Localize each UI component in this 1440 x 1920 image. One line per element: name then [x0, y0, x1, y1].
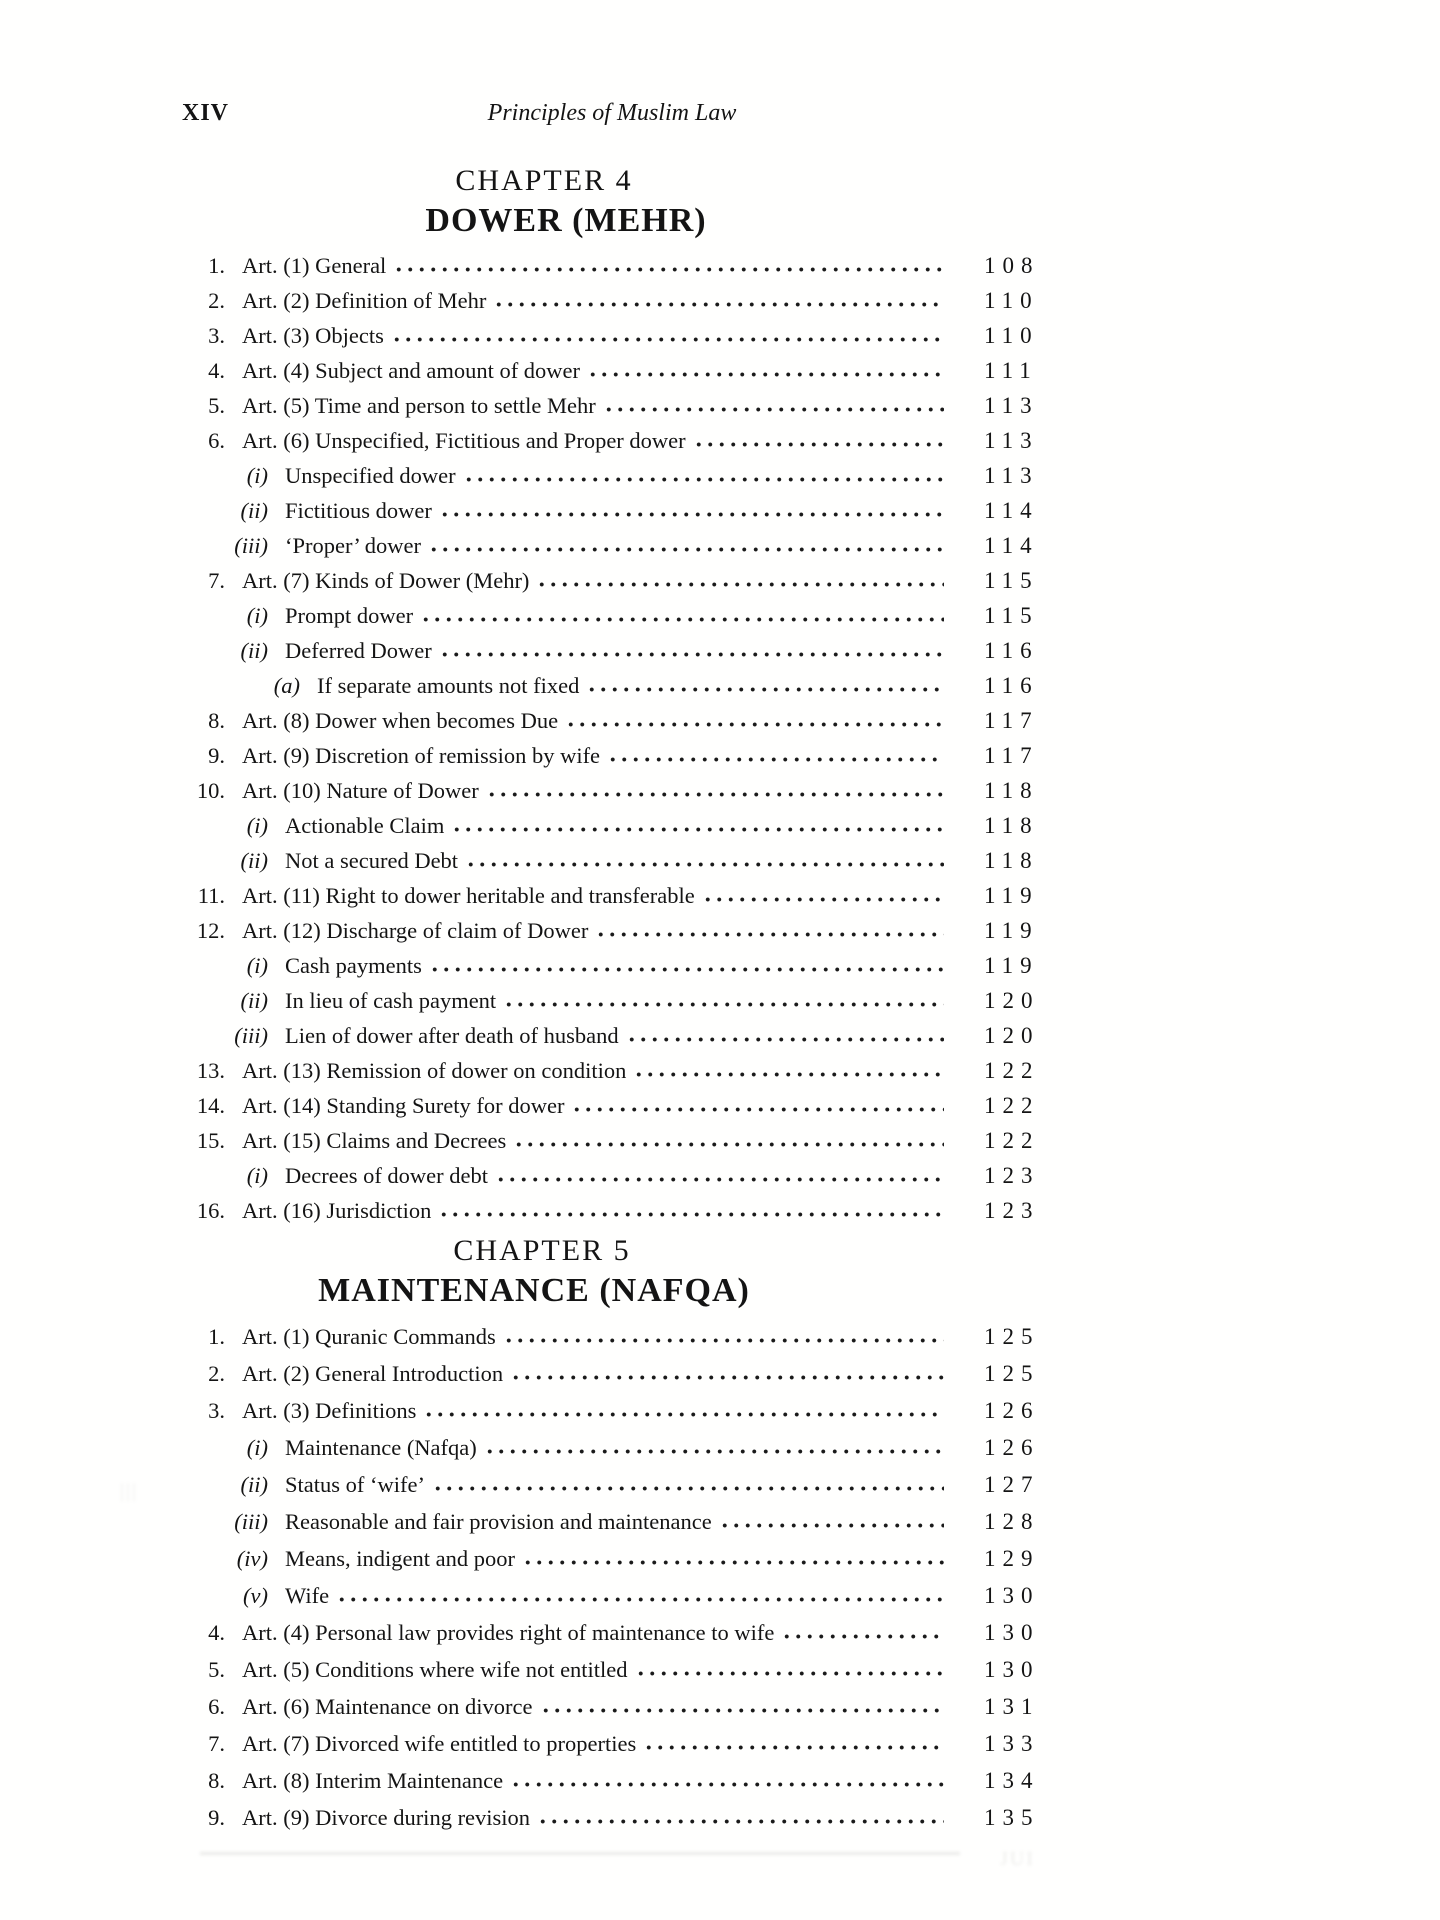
toc-entry-number: 12. — [196, 918, 225, 943]
toc-entry-page: 108 — [984, 253, 1040, 278]
toc-row — [178, 1392, 1046, 1429]
toc-entry-number: 2. — [208, 288, 225, 313]
toc-entry-label: Wife — [285, 1583, 330, 1608]
toc-row — [178, 528, 1046, 563]
toc-entry-label: Art. (3) Definitions — [242, 1398, 417, 1423]
toc-entry-label: Art. (13) Remission of dower on condition — [242, 1058, 627, 1083]
toc-entry-page: 118 — [984, 848, 1039, 873]
dot-leader — [393, 248, 944, 283]
dot-leader — [603, 388, 944, 423]
toc-row — [178, 1688, 1046, 1725]
toc-entry-number: (iii) — [234, 1023, 268, 1048]
toc-entry-label: Art. (6) Maintenance on divorce — [242, 1694, 533, 1719]
toc-entry-label: If separate amounts not fixed — [317, 673, 580, 698]
toc-row — [178, 668, 1046, 703]
toc-entry-page: 110 — [984, 323, 1039, 348]
dot-leader — [495, 1158, 944, 1193]
toc-entry-page: 131 — [984, 1694, 1040, 1719]
dot-leader — [586, 668, 944, 703]
toc-entry-number: 7. — [208, 1731, 225, 1756]
toc-entry-page: 115 — [984, 603, 1039, 628]
toc-row — [178, 458, 1046, 493]
toc-entry-page: 114 — [984, 498, 1039, 523]
toc-row — [178, 1762, 1046, 1799]
toc-row — [178, 1355, 1046, 1392]
toc-entry-label: Art. (4) Personal law provides right of maintenance to wife — [242, 1620, 775, 1645]
toc-row — [178, 1318, 1046, 1355]
toc-entry-label: Art. (2) General Introduction — [242, 1361, 504, 1386]
dot-leader — [537, 1799, 944, 1836]
toc-entry-number: (i) — [246, 603, 268, 628]
toc-entry-label: Art. (14) Standing Surety for dower — [242, 1093, 565, 1118]
toc-row — [178, 738, 1046, 773]
toc-entry-page: 119 — [984, 918, 1039, 943]
toc-entry-label: Deferred Dower — [285, 638, 432, 663]
dot-leader — [781, 1614, 944, 1651]
dot-leader — [336, 1577, 944, 1614]
chapter-heading: CHAPTER 5 — [453, 1234, 631, 1267]
toc-entry-label: Art. (9) Discretion of remission by wife — [242, 743, 601, 768]
dot-leader — [439, 493, 944, 528]
toc-row — [178, 808, 1046, 843]
toc-entry-label: Art. (10) Nature of Dower — [242, 778, 479, 803]
toc-entry-page: 125 — [984, 1324, 1040, 1349]
toc-row — [178, 1193, 1046, 1228]
toc-entry-number: 5. — [208, 1657, 225, 1682]
toc-entry-label: Art. (9) Divorce during revision — [242, 1805, 531, 1830]
toc-row — [178, 948, 1046, 983]
chapter-section-4 — [178, 162, 1046, 1228]
toc-entry-label: Art. (7) Divorced wife entitled to properties — [242, 1731, 637, 1756]
toc-row — [178, 1053, 1046, 1088]
toc-row — [178, 388, 1046, 423]
toc-entry-label: Prompt dower — [285, 603, 414, 628]
toc-entry-page: 116 — [984, 638, 1039, 663]
dot-leader — [429, 948, 944, 983]
toc-entry-number: 1. — [208, 253, 225, 278]
toc-entry-number: 6. — [208, 1694, 225, 1719]
toc-row — [178, 1429, 1046, 1466]
toc-entry-label: Cash payments — [285, 953, 422, 978]
table-of-contents — [178, 1318, 1046, 1836]
toc-entry-number: 2. — [208, 1361, 225, 1386]
toc-entry-label: Art. (12) Discharge of claim of Dower — [242, 918, 589, 943]
toc-entry-page: 126 — [984, 1398, 1040, 1423]
toc-row — [178, 563, 1046, 598]
toc-entry-number: (ii) — [240, 988, 268, 1013]
toc-entry-label: Art. (11) Right to dower heritable and transferable — [242, 883, 695, 908]
toc-entry-label: Status of ‘wife’ — [285, 1472, 425, 1497]
toc-entry-number: (i) — [246, 813, 268, 838]
toc-entry-number: 5. — [208, 393, 225, 418]
dot-leader — [633, 1053, 944, 1088]
scan-artifact — [200, 1852, 960, 1855]
chapter-title: MAINTENANCE (NAFQA) — [318, 1272, 750, 1309]
chapter-section-5 — [178, 1232, 1046, 1836]
toc-entry-label: Art. (4) Subject and amount of dower — [242, 358, 581, 383]
toc-entry-label: In lieu of cash payment — [285, 988, 497, 1013]
toc-row — [178, 283, 1046, 318]
dot-leader — [493, 283, 944, 318]
dot-leader — [439, 633, 944, 668]
toc-entry-page: 122 — [984, 1128, 1040, 1153]
dot-leader — [635, 1651, 944, 1688]
toc-entry-page: 126 — [984, 1435, 1040, 1460]
toc-row — [178, 1725, 1046, 1762]
dot-leader — [693, 423, 944, 458]
toc-entry-page: 129 — [984, 1546, 1040, 1571]
toc-row — [178, 493, 1046, 528]
toc-entry-page: 117 — [984, 708, 1039, 733]
toc-entry-number: 6. — [208, 428, 225, 453]
toc-entry-label: Unspecified dower — [285, 463, 456, 488]
dot-leader — [626, 1018, 944, 1053]
toc-entry-label: Art. (5) Time and person to settle Mehr — [242, 393, 596, 418]
toc-entry-page: 110 — [984, 288, 1039, 313]
dot-leader — [432, 1466, 944, 1503]
toc-entry-label: Actionable Claim — [285, 813, 445, 838]
toc-entry-label: Art. (2) Definition of Mehr — [242, 288, 487, 313]
dot-leader — [522, 1540, 944, 1577]
toc-entry-number: 3. — [208, 323, 225, 348]
toc-entry-page: 113 — [984, 463, 1039, 488]
scan-artifact: ||| — [120, 1480, 139, 1502]
dot-leader — [702, 878, 944, 913]
dot-leader — [510, 1355, 944, 1392]
dot-leader — [484, 1429, 944, 1466]
toc-entry-label: Art. (8) Dower when becomes Due — [242, 708, 559, 733]
toc-entry-label: Fictitious dower — [285, 498, 432, 523]
toc-row — [178, 773, 1046, 808]
dot-leader — [571, 1088, 944, 1123]
toc-entry-number: (ii) — [240, 848, 268, 873]
toc-entry-page: 123 — [984, 1163, 1040, 1188]
toc-entry-page: 134 — [984, 1768, 1040, 1793]
toc-row — [178, 1088, 1046, 1123]
dot-leader — [428, 528, 944, 563]
toc-entry-number: 14. — [196, 1093, 225, 1118]
toc-entry-number: (iii) — [234, 533, 268, 558]
toc-row — [178, 1799, 1046, 1836]
toc-entry-page: 130 — [984, 1583, 1040, 1608]
toc-entry-page: 115 — [984, 568, 1039, 593]
toc-entry-page: 130 — [984, 1620, 1040, 1645]
toc-entry-page: 119 — [984, 953, 1039, 978]
toc-entry-number: (i) — [246, 463, 268, 488]
toc-entry-label: Art. (3) Objects — [242, 323, 384, 348]
toc-row — [178, 1503, 1046, 1540]
toc-entry-number: 8. — [208, 708, 225, 733]
toc-row — [178, 248, 1046, 283]
dot-leader — [391, 318, 944, 353]
toc-entry-page: 125 — [984, 1361, 1040, 1386]
dot-leader — [565, 703, 944, 738]
dot-leader — [503, 983, 944, 1018]
table-of-contents — [178, 248, 1046, 1228]
toc-entry-number: (iv) — [236, 1546, 268, 1571]
toc-entry-label: Art. (15) Claims and Decrees — [242, 1128, 507, 1153]
toc-entry-label: Art. (6) Unspecified, Fictitious and Proper dower — [242, 428, 686, 453]
toc-entry-page: 118 — [984, 778, 1039, 803]
toc-entry-number: (iii) — [234, 1509, 268, 1534]
toc-entry-number: 4. — [208, 1620, 225, 1645]
dot-leader — [465, 843, 944, 878]
toc-entry-page: 130 — [984, 1657, 1040, 1682]
toc-entry-page: 113 — [984, 393, 1039, 418]
toc-row — [178, 1018, 1046, 1053]
dot-leader — [719, 1503, 944, 1540]
dot-leader — [503, 1318, 944, 1355]
toc-row — [178, 353, 1046, 388]
toc-row — [178, 633, 1046, 668]
toc-entry-number: 11. — [197, 883, 225, 908]
toc-entry-page: 120 — [984, 988, 1040, 1013]
running-title: Principles of Muslim Law — [487, 100, 737, 126]
chapter-title: DOWER (MEHR) — [425, 202, 707, 239]
dot-leader — [643, 1725, 944, 1762]
toc-row — [178, 1123, 1046, 1158]
dot-leader — [607, 738, 944, 773]
toc-entry-page: 123 — [984, 1198, 1040, 1223]
toc-entry-label: Maintenance (Nafqa) — [285, 1435, 477, 1460]
toc-entry-number: (ii) — [240, 638, 268, 663]
toc-entry-page: 119 — [984, 883, 1039, 908]
dot-leader — [513, 1123, 944, 1158]
dot-leader — [423, 1392, 944, 1429]
toc-entry-number: 7. — [208, 568, 225, 593]
toc-entry-page: 122 — [984, 1058, 1040, 1083]
dot-leader — [486, 773, 944, 808]
toc-entry-number: (v) — [243, 1583, 268, 1608]
toc-entry-number: 9. — [208, 1805, 225, 1830]
toc-entry-label: Art. (1) General — [242, 253, 387, 278]
toc-entry-number: 1. — [208, 1324, 225, 1349]
toc-entry-number: 9. — [208, 743, 225, 768]
toc-entry-number: (ii) — [240, 1472, 268, 1497]
toc-entry-label: Not a secured Debt — [285, 848, 459, 873]
toc-entry-number: 4. — [208, 358, 225, 383]
toc-entry-page: 113 — [984, 428, 1039, 453]
toc-entry-label: Art. (8) Interim Maintenance — [242, 1768, 504, 1793]
folio-number: XIV — [182, 100, 230, 126]
scan-artifact: JUI — [1000, 1848, 1035, 1870]
toc-row — [178, 878, 1046, 913]
toc-entry-label: ‘Proper’ dower — [285, 533, 421, 558]
toc-entry-number: 15. — [196, 1128, 225, 1153]
toc-entry-number: 3. — [208, 1398, 225, 1423]
toc-entry-page: 118 — [984, 813, 1039, 838]
toc-entry-number: (i) — [246, 1163, 268, 1188]
toc-row — [178, 1614, 1046, 1651]
toc-entry-number: (i) — [246, 953, 268, 978]
toc-entry-page: 116 — [984, 673, 1039, 698]
toc-row — [178, 598, 1046, 633]
toc-row — [178, 318, 1046, 353]
toc-entry-label: Art. (5) Conditions where wife not entitled — [242, 1657, 628, 1682]
dot-leader — [540, 1688, 944, 1725]
dot-leader — [536, 563, 944, 598]
toc-entry-number: (a) — [273, 673, 300, 698]
page-content — [178, 100, 1046, 1836]
toc-entry-page: 114 — [984, 533, 1039, 558]
toc-entry-label: Reasonable and fair provision and maintenance — [285, 1509, 712, 1534]
dot-leader — [438, 1193, 944, 1228]
toc-row — [178, 1158, 1046, 1193]
dot-leader — [463, 458, 944, 493]
dot-leader — [510, 1762, 944, 1799]
chapter-heading: CHAPTER 4 — [455, 164, 633, 197]
toc-entry-label: Means, indigent and poor — [285, 1546, 515, 1571]
page-header — [178, 100, 1046, 136]
toc-entry-number: 10. — [196, 778, 225, 803]
toc-entry-page: 127 — [984, 1472, 1040, 1497]
toc-entry-page: 120 — [984, 1023, 1040, 1048]
toc-row — [178, 423, 1046, 458]
toc-row — [178, 1540, 1046, 1577]
dot-leader — [451, 808, 944, 843]
toc-row — [178, 703, 1046, 738]
toc-entry-label: Art. (7) Kinds of Dower (Mehr) — [242, 568, 530, 593]
dot-leader — [587, 353, 944, 388]
toc-row — [178, 983, 1046, 1018]
toc-entry-page: 122 — [984, 1093, 1040, 1118]
toc-row — [178, 1651, 1046, 1688]
toc-row — [178, 913, 1046, 948]
toc-entry-number: 16. — [196, 1198, 225, 1223]
toc-entry-page: 133 — [984, 1731, 1040, 1756]
toc-row — [178, 843, 1046, 878]
toc-entry-number: 8. — [208, 1768, 225, 1793]
toc-entry-page: 117 — [984, 743, 1039, 768]
toc-entry-number: (i) — [246, 1435, 268, 1460]
toc-entry-number: (ii) — [240, 498, 268, 523]
toc-entry-page: 111 — [984, 358, 1038, 383]
toc-entry-label: Art. (16) Jurisdiction — [242, 1198, 432, 1223]
toc-entry-label: Decrees of dower debt — [285, 1163, 489, 1188]
toc-entry-label: Art. (1) Quranic Commands — [242, 1324, 496, 1349]
toc-row — [178, 1466, 1046, 1503]
toc-entry-number: 13. — [196, 1058, 225, 1083]
toc-entry-label: Lien of dower after death of husband — [285, 1023, 619, 1048]
dot-leader — [595, 913, 944, 948]
toc-entry-page: 135 — [984, 1805, 1040, 1830]
toc-entry-page: 128 — [984, 1509, 1040, 1534]
toc-row — [178, 1577, 1046, 1614]
dot-leader — [420, 598, 944, 633]
